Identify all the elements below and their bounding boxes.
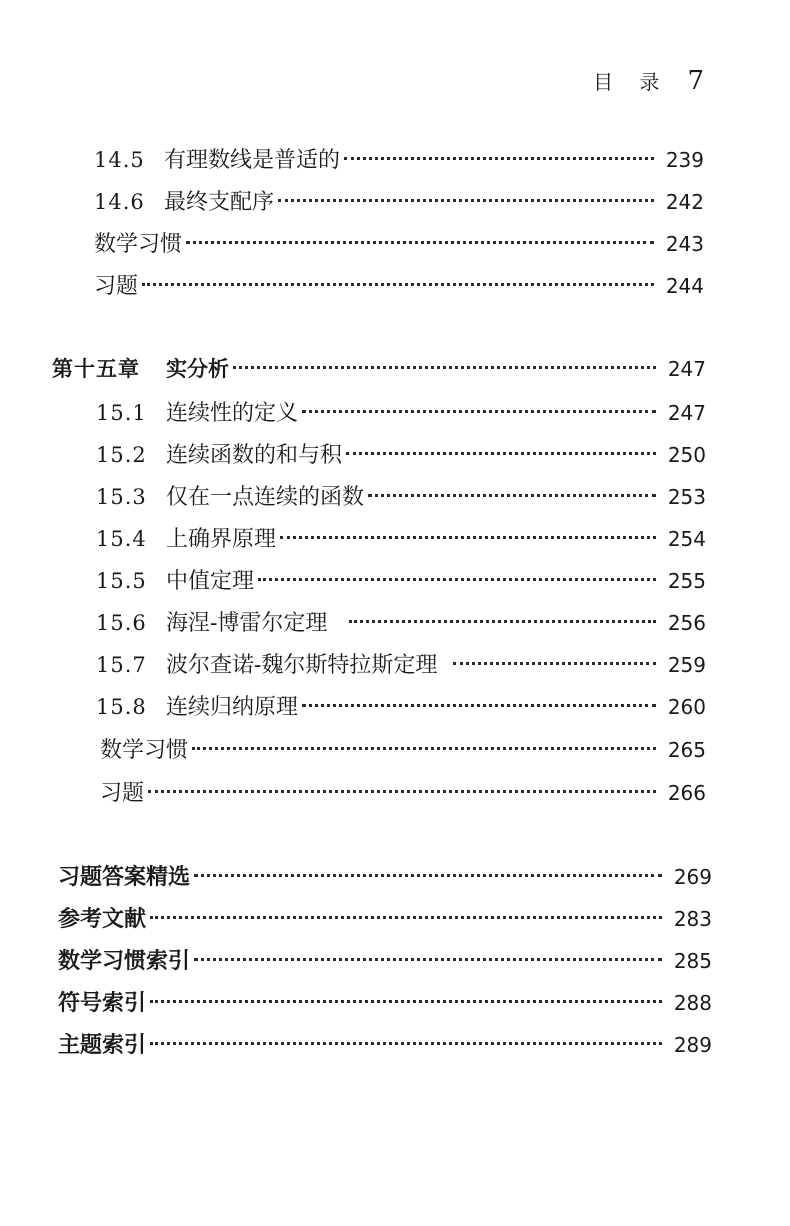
entry-title: 数学习惯 bbox=[100, 738, 189, 763]
entry-title: 海涅-博雷尔定理 bbox=[166, 611, 328, 636]
entry-title: 数学习惯索引 bbox=[58, 949, 191, 974]
entry-title: 仅在一点连续的函数 bbox=[166, 485, 365, 510]
entry-page: 288 bbox=[673, 991, 712, 1015]
entry-page: 244 bbox=[665, 274, 704, 298]
toc-entry-15-6[interactable] bbox=[96, 606, 706, 640]
entry-page: 243 bbox=[665, 232, 704, 256]
dot-leader bbox=[150, 1042, 662, 1045]
entry-number: 15.6 bbox=[96, 611, 147, 635]
toc-entry-15-7[interactable] bbox=[96, 648, 706, 682]
toc-entry-15-habits[interactable] bbox=[100, 733, 706, 767]
toc-back-symbol-index[interactable] bbox=[58, 986, 712, 1020]
entry-title: 主题索引 bbox=[58, 1033, 147, 1058]
dot-leader bbox=[148, 790, 656, 793]
toc-entry-15-5[interactable] bbox=[96, 564, 706, 598]
toc-back-subject-index[interactable] bbox=[58, 1028, 712, 1062]
toc-back-habits-index[interactable] bbox=[58, 944, 712, 978]
entry-title: 中值定理 bbox=[166, 569, 255, 594]
entry-page: 259 bbox=[667, 653, 706, 677]
entry-number: 15.7 bbox=[96, 653, 147, 677]
dot-leader bbox=[194, 874, 662, 877]
toc-entry-15-1[interactable] bbox=[96, 396, 706, 430]
entry-page: 239 bbox=[665, 148, 704, 172]
toc-entry-14-habits[interactable] bbox=[94, 227, 704, 261]
entry-page: 260 bbox=[667, 695, 706, 719]
dot-leader bbox=[150, 1000, 662, 1003]
chapter-page: 247 bbox=[667, 357, 706, 381]
dot-leader bbox=[344, 157, 654, 160]
dot-leader bbox=[142, 283, 654, 286]
entry-number: 15.3 bbox=[96, 485, 147, 509]
entry-page: 250 bbox=[667, 443, 706, 467]
entry-page: 266 bbox=[667, 781, 706, 805]
chapter-number: 第十五章 bbox=[52, 357, 140, 381]
entry-page: 269 bbox=[673, 865, 712, 889]
dot-leader bbox=[233, 366, 656, 369]
entry-title: 数学习惯 bbox=[94, 232, 183, 257]
header-title: 目 录 bbox=[593, 70, 670, 94]
toc-entry-15-2[interactable] bbox=[96, 438, 706, 472]
running-header bbox=[593, 66, 704, 96]
dot-leader bbox=[349, 620, 656, 623]
dot-leader bbox=[150, 916, 662, 919]
toc-entry-15-3[interactable] bbox=[96, 480, 706, 514]
entry-number: 15.5 bbox=[96, 569, 147, 593]
entry-page: 256 bbox=[667, 611, 706, 635]
entry-page: 285 bbox=[673, 949, 712, 973]
entry-title: 最终支配序 bbox=[164, 190, 275, 215]
entry-number: 15.1 bbox=[96, 401, 147, 425]
entry-page: 289 bbox=[673, 1033, 712, 1057]
entry-page: 254 bbox=[667, 527, 706, 551]
toc-back-answers[interactable] bbox=[58, 860, 712, 894]
entry-page: 247 bbox=[667, 401, 706, 425]
entry-page: 283 bbox=[673, 907, 712, 931]
toc-back-references[interactable] bbox=[58, 902, 712, 936]
toc-entry-14-exercises[interactable] bbox=[94, 269, 704, 303]
entry-title: 习题答案精选 bbox=[58, 865, 191, 890]
dot-leader bbox=[453, 662, 656, 665]
dot-leader bbox=[194, 958, 662, 961]
entry-page: 265 bbox=[667, 738, 706, 762]
entry-page: 255 bbox=[667, 569, 706, 593]
entry-title: 习题 bbox=[100, 781, 145, 806]
entry-page: 253 bbox=[667, 485, 706, 509]
entry-number: 15.8 bbox=[96, 695, 147, 719]
entry-page: 242 bbox=[665, 190, 704, 214]
dot-leader bbox=[186, 241, 654, 244]
entry-title: 符号索引 bbox=[58, 991, 147, 1016]
toc-entry-15-4[interactable] bbox=[96, 522, 706, 556]
toc-entry-15-exercises[interactable] bbox=[100, 776, 706, 810]
dot-leader bbox=[258, 578, 656, 581]
entry-title: 有理数线是普适的 bbox=[164, 148, 341, 173]
dot-leader bbox=[280, 536, 656, 539]
entry-number: 14.6 bbox=[94, 190, 145, 214]
entry-title: 参考文献 bbox=[58, 907, 147, 932]
entry-title: 上确界原理 bbox=[166, 527, 277, 552]
toc-entry-15-8[interactable] bbox=[96, 690, 706, 724]
dot-leader bbox=[368, 494, 656, 497]
entry-title: 连续性的定义 bbox=[166, 401, 299, 426]
entry-number: 15.4 bbox=[96, 527, 147, 551]
toc-entry-14-6[interactable] bbox=[94, 185, 704, 219]
toc-chapter-15[interactable] bbox=[52, 353, 706, 387]
dot-leader bbox=[192, 747, 656, 750]
header-page-number: 7 bbox=[687, 66, 704, 96]
dot-leader bbox=[278, 199, 654, 202]
dot-leader bbox=[346, 452, 656, 455]
dot-leader bbox=[302, 704, 656, 707]
entry-title: 连续归纳原理 bbox=[166, 695, 299, 720]
entry-title: 波尔查诺-魏尔斯特拉斯定理 bbox=[166, 653, 438, 678]
entry-number: 14.5 bbox=[94, 148, 145, 172]
chapter-title: 实分析 bbox=[166, 357, 229, 381]
entry-title: 习题 bbox=[94, 274, 139, 299]
dot-leader bbox=[302, 410, 656, 413]
toc-entry-14-5[interactable] bbox=[94, 143, 704, 177]
entry-title: 连续函数的和与积 bbox=[166, 443, 343, 468]
entry-number: 15.2 bbox=[96, 443, 147, 467]
